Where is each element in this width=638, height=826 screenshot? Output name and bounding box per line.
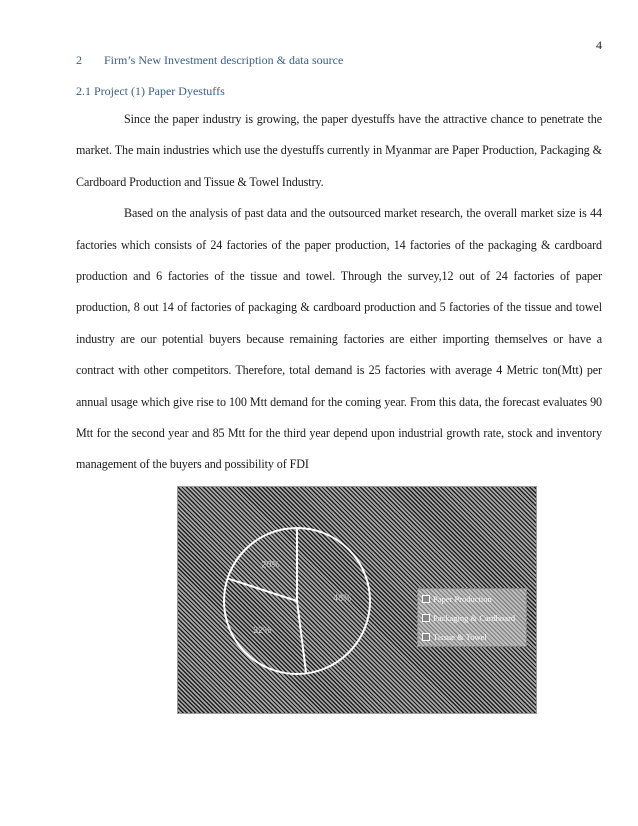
legend-label: Tissue & Towel	[433, 631, 487, 642]
page-number: 4	[596, 38, 602, 52]
pie-slice-label: 20%	[261, 559, 280, 570]
section-number: 2	[76, 53, 82, 67]
pie-slice-label: 32%	[253, 624, 272, 635]
pie-slice-boundary	[297, 601, 306, 673]
body-text	[76, 104, 602, 481]
legend-swatch	[422, 633, 430, 641]
pie-slice-label: 48%	[333, 593, 352, 604]
pie-slice-boundary	[228, 578, 297, 601]
legend-label: Paper Production	[433, 593, 492, 604]
chart-legend	[417, 588, 527, 647]
paragraph: Since the paper industry is growing, the paper dyestuffs have the attractive chance to penetrate the market. The main industries which use the dyestuffs currently in Myanmar are Paper Production, Packaging & Cardboard Production and Tissue & Towel Industry.	[76, 112, 602, 189]
legend-item	[418, 627, 526, 646]
legend-item	[418, 608, 526, 627]
legend-swatch	[422, 595, 430, 603]
legend-item	[418, 589, 526, 608]
legend-swatch	[422, 614, 430, 622]
section-title: Firm’s New Investment description & data source	[104, 53, 344, 67]
legend-label: Packaging & Cardboard	[433, 612, 516, 623]
pie-chart	[177, 486, 537, 714]
paragraph: Based on the analysis of past data and the outsourced market research, the overall market size is 44 factories which consists of 24 factories of the paper production, 14 factories of the packaging & cardboard production and 6 factories of the tissue and towel. Through the survey,12 out of 24 factories of paper production, 8 out 14 of factories of packaging & cardboard production and 5 factories of the tissue and towel industry are our potential buyers because remaining factories are either importing themselves or have a contract with other competitors. Therefore, total demand is 25 factories with average 4 Metric ton(Mtt) per annual usage which give rise to 100 Mtt demand for the coming year. From this data, the forecast evaluates 90 Mtt for the second year and 85 Mtt for the third year depend upon industrial growth rate, stock and inventory management of the buyers and possibility of FDI	[76, 206, 602, 472]
section-heading	[76, 53, 343, 68]
subsection-heading: 2.1 Project (1) Paper Dyestuffs	[76, 84, 225, 98]
